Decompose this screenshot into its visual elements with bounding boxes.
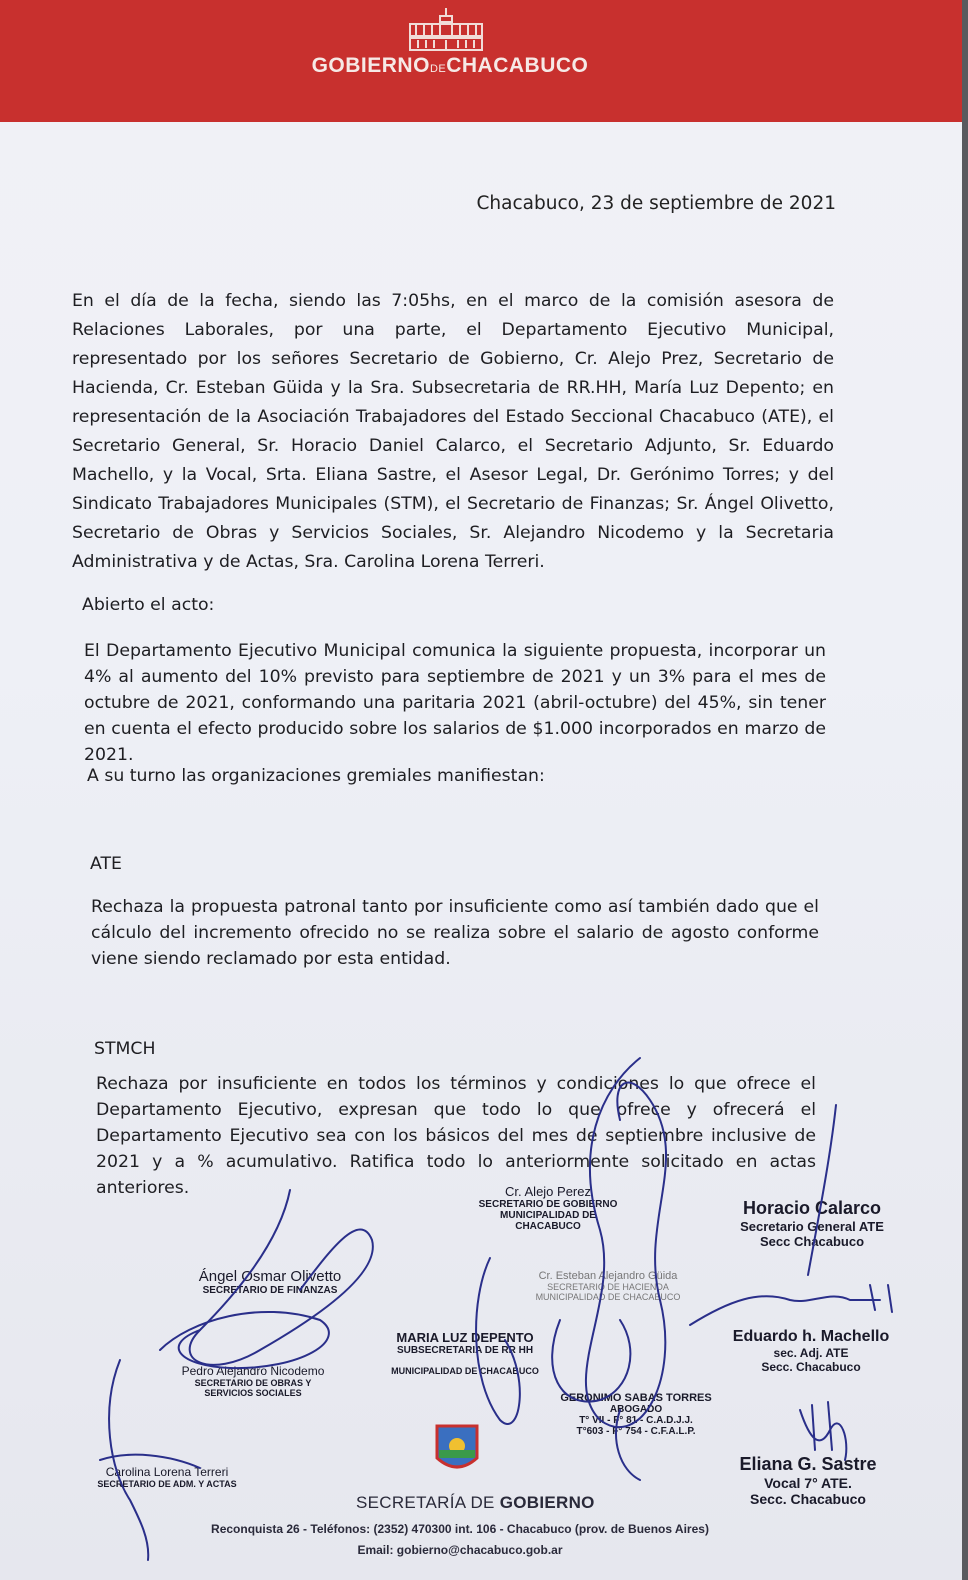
signatory-role: T°603 - F° 754 - C.F.A.L.P. [576,1426,696,1437]
paragraph-stmch-response: Rechaza por insuficiente en todos los términos y condiciones lo que ofrece el Departamento Ejecutivo, expresan que todo lo que ofrece y ofrecerá el Departamento Ejecutivo sea con los básicos del mes de septiembre inclusive de 2021 y a % acumulativo. Ratifica todo lo anteriormente solicitado en actas anteriores. [96,1074,816,1198]
footer-email: Email: gobierno@chacabuco.gob.ar [357,1543,563,1557]
footer-title-bold: GOBIERNO [499,1493,595,1512]
signatory-role: Secc. Chacabuco [761,1360,861,1374]
signatory-role: sec. Adj. ATE [773,1346,849,1360]
signature-block-torres [556,1392,716,1437]
letterhead-brand [0,54,900,78]
signatory-name: Pedro Alejandro Nicodemo [181,1364,325,1378]
signatory-name: Eliana G. Sastre [739,1454,877,1474]
signature-machello-stroke [690,1285,892,1325]
signatory-role: Vocal 7° ATE. [764,1475,852,1491]
signatory-role: SECRETARIO DE FINANZAS [202,1285,338,1296]
brand-right: CHACABUCO [446,54,589,77]
letterhead-banner [0,0,962,122]
signatory-name: Eduardo h. Machello [732,1328,890,1345]
signatory-role: Secc Chacabuco [759,1234,865,1249]
heading-stmch: STMCH [94,1039,156,1059]
signature-block-perez [468,1184,628,1232]
brand-de: DE [429,63,447,75]
signatory-role: Secretario General ATE [740,1219,884,1234]
municipal-emblem-icon [433,1424,481,1476]
signatory-role: MUNICIPALIDAD DE CHACABUCO [391,1366,539,1376]
municipal-building-icon [404,6,488,52]
signature-block-depento [380,1330,550,1376]
signatory-role: SECRETARIO DE ADM. Y ACTAS [97,1479,237,1489]
paragraph-attendees: En el día de la fecha, siendo las 7:05hs, en el marco de la comisión asesora de Relaciones Laborales, por una parte, el Departamento Ejecutivo Municipal, representado por los señores Secretario de Gobierno, Cr. Alejo Prez, Secretario de Hacienda, Cr. Esteban Güida y la Sra. Subsecretaria de RR.HH, María Luz Depento; en representación de la Asociación Trabajadores del Estado Seccional Chacabuco (ATE), el Secretario General, Sr. Horacio Daniel Calarco, el Secretario Adjunto, Sr. Eduardo Machello, y la Vocal, Srta. Eliana Sastre, el Asesor Legal, Dr. Gerónimo Torres; y del Sindicato Trabajadores Municipales (STM), el Secretario de Finanzas; Sr. Ángel Olivetto, Secretario de Obras y Servicios Sociales, Sr. Alejandro Nicodemo y la Secretaria Administrativa y de Actas, Sra. Carolina Lorena Terreri. [72,291,834,572]
signatory-name: Horacio Calarco [742,1198,882,1218]
signature-block-terreri [82,1465,252,1489]
signature-sastre-stroke [800,1402,846,1460]
footer-title-light: SECRETARÍA DE [356,1493,495,1512]
signature-perez-stroke [552,1320,630,1402]
signatory-role: SECRETARIO DE GOBIERNO [478,1199,618,1210]
signature-block-sastre [718,1454,898,1507]
signature-block-nicodemo [168,1364,338,1398]
paragraph-opening: Abierto el acto: [82,595,215,615]
signature-block-guida [528,1270,688,1302]
signatory-role: MUNICIPALIDAD DE CHACABUCO [500,1210,596,1232]
signatory-role: SECRETARIO DE HACIENDA [547,1282,669,1292]
signature-terreri-stroke [109,1360,148,1560]
date-line: Chacabuco, 23 de septiembre de 2021 [476,193,836,214]
paragraph-proposal: El Departamento Ejecutivo Municipal comunica la siguiente propuesta, incorporar un 4% al aumento del 10% previsto para septiembre de 2021 y un 3% para el mes de octubre de 2021, conformando una paritaria 2021 (abril-octubre) del 45%, sin tener en cuenta el efecto producido sobre los salarios de $1.000 incorporados en marzo de 2021. [84,641,826,765]
footer-department-title [356,1493,595,1513]
signatory-role: SERVICIOS SOCIALES [204,1388,302,1398]
signatory-name: Cr. Alejo Perez [505,1184,591,1199]
signatory-name: MARIA LUZ DEPENTO [396,1330,534,1345]
signatory-role: Secc. Chacabuco [750,1491,866,1507]
signatory-name: Ángel Osmar Olivetto [198,1268,342,1285]
signatory-role: SUBSECRETARIA DE RR HH [396,1345,534,1356]
signature-block-olivetto [180,1268,360,1296]
signature-block-calarco [722,1198,902,1249]
footer-address: Reconquista 26 - Teléfonos: (2352) 470300 int. 106 - Chacabuco (prov. de Buenos Aires) [211,1522,709,1536]
paragraph-unions-intro: A su turno las organizaciones gremiales manifiestan: [87,766,545,786]
signatory-role: T° VII - F° 81 - C.A.D.J.J. [579,1415,693,1426]
signatory-role: MUNICIPALIDAD DE CHACABUCO [535,1292,681,1302]
signature-nicodemo-stroke [160,1312,329,1368]
paragraph-ate-response: Rechaza la propuesta patronal tanto por insuficiente como así también dado que el cálculo del incremento ofrecido no se realiza sobre el salario de agosto conforme viene siendo reclamado por esta entidad. [91,897,819,969]
signatory-name: Cr. Esteban Alejandro Güida [538,1270,678,1282]
signature-block-machello [716,1328,906,1374]
signatory-name: GERONIMO SABAS TORRES [560,1392,712,1404]
brand-left: GOBIERNO [311,54,430,77]
signatory-role: ABOGADO [609,1404,663,1415]
heading-ate: ATE [90,854,122,874]
signatory-name: Carolina Lorena Terreri [105,1465,229,1479]
signatory-role: SECRETARIO DE OBRAS Y [194,1378,312,1388]
